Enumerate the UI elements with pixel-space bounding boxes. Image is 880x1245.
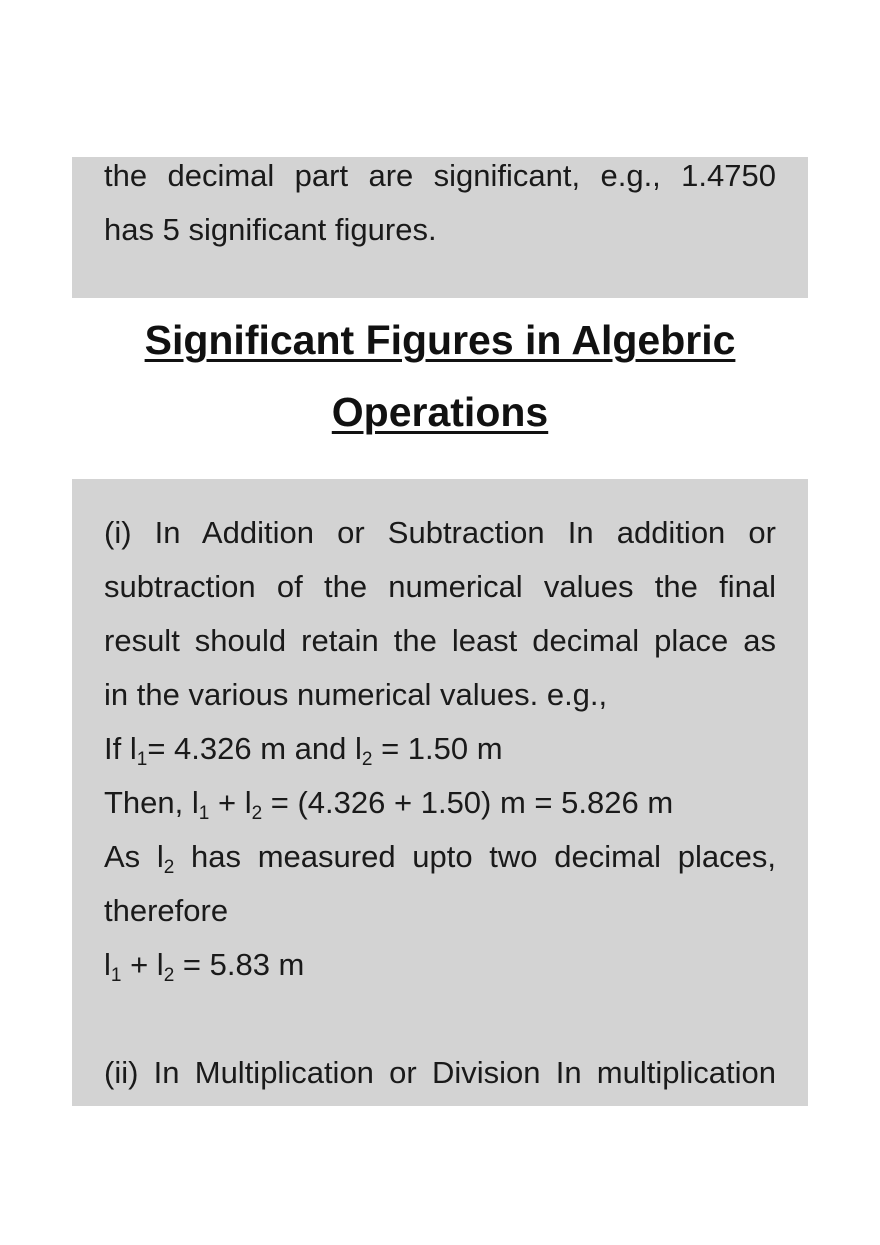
subscript: 2 [163,857,175,878]
equation-line [104,938,776,992]
section-heading [0,304,880,448]
text-line: therefore [104,893,229,928]
subscript: 2 [251,803,263,824]
text-line: in the various numerical values. e.g., [104,677,608,712]
subscript: 1 [136,749,148,770]
subscript: 2 [163,965,175,986]
eq-text: + l [121,947,164,982]
text-line: (i) In Addition or Subtraction In addition or [104,515,776,550]
text-line: result should retain the least decimal place as [104,623,776,658]
text-line: the decimal part are significant, e.g., 1.4750 [104,158,776,193]
heading-line: Operations [331,389,549,435]
eq-text: Then, l [104,785,199,820]
subscript: 1 [198,803,210,824]
main-text-box [72,479,808,1106]
subscript: 1 [110,965,122,986]
heading-line: Significant Figures in Algebric [144,317,736,363]
equation-line [104,722,776,776]
equation-line [104,830,776,884]
eq-text: If l [104,731,137,766]
text-line: subtraction of the numerical values the final [104,569,776,604]
equation-line [104,776,776,830]
eq-text: = 4.326 m and l [147,731,362,766]
text-line: has 5 significant figures. [104,212,437,247]
text-line: (ii) In Multiplication or Division In multiplication [104,1055,776,1090]
eq-text: = 1.50 m [372,731,503,766]
eq-text: l [104,947,111,982]
top-text-box [72,157,808,298]
subscript: 2 [361,749,373,770]
eq-text: = 5.83 m [174,947,305,982]
eq-text: = (4.326 + 1.50) m = 5.826 m [262,785,674,820]
eq-text: + l [209,785,252,820]
blank-line [104,992,776,1046]
eq-text: As l [104,839,164,874]
eq-text: has measured upto two decimal places, [174,839,776,874]
